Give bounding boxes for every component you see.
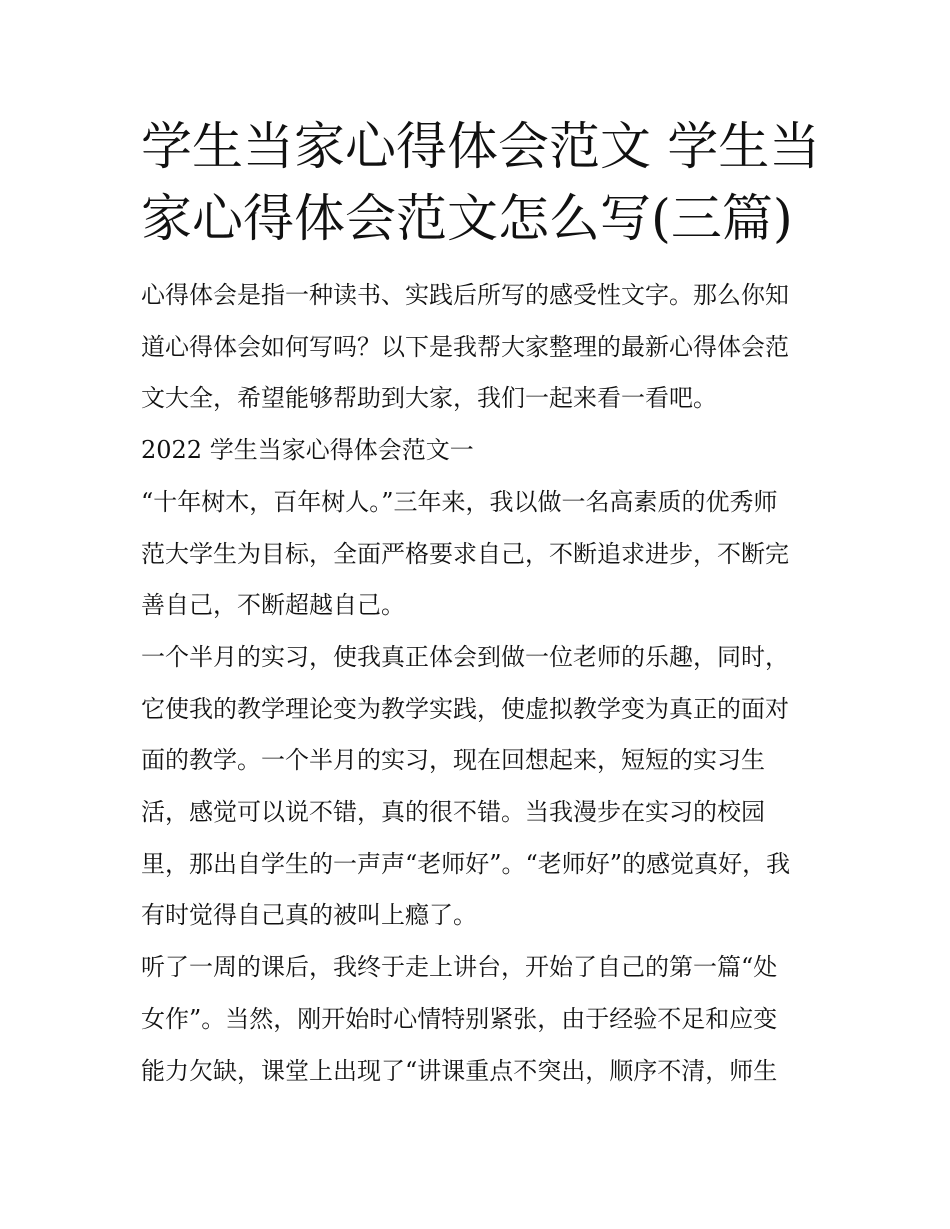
document-title	[141, 112, 821, 256]
text-line: 里，那出自学生的一声声“老师好”。“老师好”的感觉真好，我	[141, 849, 791, 878]
document-body	[141, 270, 813, 1097]
text-line: 一个半月的实习，使我真正体会到做一位老师的乐趣，同时，	[141, 642, 789, 671]
text-line: 它使我的教学理论变为教学实践，使虚拟教学变为真正的面对	[141, 694, 789, 723]
text-line: 心得体会是指一种读书、实践后所写的感受性文字。那么你知	[141, 281, 789, 309]
text-line: 女作”。当然，刚开始时心情特别紧张，由于经验不足和应变	[141, 1004, 778, 1033]
body-paragraph	[141, 942, 813, 1097]
text-line: 道心得体会如何写吗？以下是我帮大家整理的最新心得体会范	[141, 332, 789, 361]
text-line: 文大全，希望能够帮助到大家，我们一起来看一看吧。	[141, 384, 717, 413]
intro-paragraph	[141, 270, 813, 425]
text-line: 范大学生为目标，全面严格要求自己，不断追求进步，不断完	[141, 539, 789, 568]
body-paragraph	[141, 632, 813, 942]
title-line: 学生当家心得体会范文 学生当	[141, 118, 821, 177]
title-line: 家心得体会范文怎么写(三篇)	[141, 190, 793, 249]
document-content	[141, 112, 821, 1097]
text-line: 活，感觉可以说不错，真的很不错。当我漫步在实习的校园	[141, 798, 765, 827]
text-line: 2022 学生当家心得体会范文一	[141, 436, 474, 465]
text-line: 有时觉得自己真的被叫上瘾了。	[141, 901, 477, 930]
text-line: “十年树木，百年树人。”三年来，我以做一名高素质的优秀师	[141, 487, 778, 516]
body-paragraph	[141, 477, 813, 632]
text-line: 面的教学。一个半月的实习，现在回想起来，短短的实习生	[141, 746, 765, 775]
text-line: 能力欠缺，课堂上出现了“讲课重点不突出，顺序不清，师生	[141, 1056, 778, 1085]
text-line: 听了一周的课后，我终于走上讲台，开始了自己的第一篇“处	[141, 953, 778, 982]
section-heading	[141, 425, 813, 477]
text-line: 善自己，不断超越自己。	[141, 591, 405, 620]
